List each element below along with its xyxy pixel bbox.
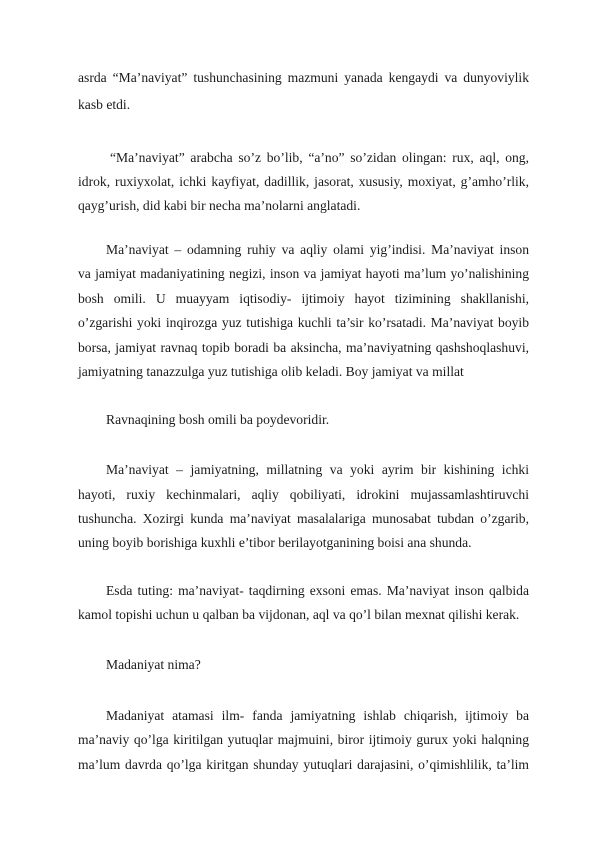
text-line: tushuncha. Xozirgi kunda ma’naviyat masalalariga munosabat tubdan o’zgarib,: [78, 511, 529, 526]
text-line: ma’naviy qo’lga kiritilgan yutuqlar majmuini, biror ijtimoiy gurux yoki halqning: [78, 732, 529, 747]
text-line: bosh omili. U muayyam iqtisodiy- ijtimoiy hayot tizimining shakllanishi,: [78, 291, 529, 306]
text-line: kasb etdi.: [78, 97, 131, 112]
text-line: Ma’naviyat – odamning ruhiy va aqliy olami yig’indisi. Ma’naviyat inson: [106, 242, 529, 257]
text-line: qayg’urish, did kabi bir necha ma’nolarni anglatadi.: [78, 198, 361, 213]
text-line: “Ma’naviyat” arabcha so’z bo’lib, “a’no” so’zidan olingan: rux, aql, ong,: [110, 150, 529, 165]
text-line: Ravnaqining bosh omili ba poydevoridir.: [106, 412, 330, 427]
text-line: hayoti, ruxiy kechinmalari, aqliy qobiliyati, idrokini mujassamlashtiruvchi: [78, 487, 529, 502]
text-line: jamiyatning tanazzulga yuz tutishiga olib keladi. Boy jamiyat va millat: [78, 364, 464, 379]
text-line: idrok, ruxiyxolat, ichki kayfiyat, dadillik, jasorat, xususiy, moxiyat, g’amho’rlik,: [78, 174, 529, 189]
text-line: Ma’naviyat – jamiyatning, millatning va yoki ayrim bir kishining ichki: [106, 462, 529, 477]
text-line: o’zgarishi yoki inqirozga yuz tutishiga kuchli ta’sir ko’rsatadi. Ma’naviyat boyib: [78, 315, 529, 330]
text-line: borsa, jamiyat ravnaq topib boradi ba aksincha, ma’naviyatning qashshoqlashuvi,: [78, 340, 529, 355]
text-line: va jamiyat madaniyatining negizi, inson va jamiyat hayoti ma’lum yo’nalishining: [78, 266, 529, 281]
text-line: ma’lum davrda qo’lga kiritgan shunday yutuqlari darajasini, o’qimishlilik, ta’lim: [78, 757, 529, 772]
text-line: Esda tuting: ma’naviyat- taqdirning exsoni emas. Ma’naviyat inson qalbida: [106, 583, 529, 598]
text-line: Madaniyat atamasi ilm- fanda jamiyatning ishlab chiqarish, ijtimoiy ba: [106, 708, 529, 723]
text-line: kamol topishi uchun u qalban ba vijdonan, aql va qo’l bilan mexnat qilishi kerak.: [78, 607, 520, 622]
text-line: asrda “Ma’naviyat” tushunchasining mazmuni yanada kengaydi va dunyoviylik: [78, 70, 529, 85]
text-line: uning boyib borishiga kuxhli e’tibor berilayotganining boisi ana shunda.: [78, 535, 472, 550]
section-question: Madaniyat nima?: [106, 657, 201, 672]
